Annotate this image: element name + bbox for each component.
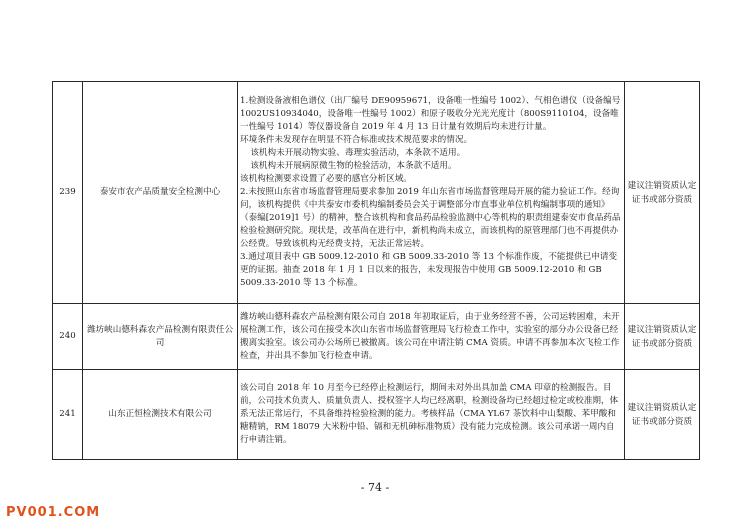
organization-name: 潍坊峡山德科森农产品检测有限责任公司 [83, 304, 238, 370]
row-number: 239 [53, 82, 83, 304]
finding-description [238, 304, 625, 370]
table-row [53, 370, 700, 460]
finding-paragraph: 该机构未开展动物实验、毒理实验活动，本条款不适用。 [250, 148, 466, 158]
finding-description [238, 370, 625, 460]
finding-description [238, 82, 625, 304]
suggestion: 建议注销资质认定证书或部分资质 [625, 304, 700, 370]
row-number: 241 [53, 370, 83, 460]
table-row [53, 82, 700, 304]
finding-paragraph: 该机构检测要求设置了必要的感官分析区域。 [240, 174, 412, 184]
finding-paragraph: 该公司自 2018 年 10 月至今已经停止检测运行，期间未对外出具加盖 CMA 印章的检测报告。目前，公司技术负责人、质量负责人、授权签字人均已经离职，检测设备均已经超过检定或校准期，体系无法正常运行，不具备维持检验检测的能力。考核样品（CMA YL67 茶饮料中山梨酸、苯甲酸和糖精钠，RM 18079 大米粉中铅、镉和无机砷标准物质）没有能力完成检测。该公司承诺一周内自行申请注销。 [240, 383, 619, 445]
finding-paragraph: 该机构未开展病原微生物的检验活动，本条款不适用。 [250, 161, 457, 171]
finding-paragraph: 环境条件未发现存在明显不符合标准或技术规范要求的情况。 [240, 135, 473, 145]
inspection-results-table [52, 81, 700, 460]
suggestion: 建议注销资质认定证书或部分资质 [625, 82, 700, 304]
finding-paragraph: 1.检测设备液相色谱仪（出厂编号 DE90959671，设备唯一性编号 1002）、气相色谱仪（设备编号 1002US10934040，设备唯一性编号 1002）和原子吸收分光光光度计（800S9110104，设备唯一性编号 1014）等仪器设备自 2019 年 4 月 13 日计量有效期后均未进行计量。 [240, 96, 621, 132]
watermark-logo: PV001.COM [6, 505, 101, 520]
finding-paragraph: 2.未按照山东省市场监督管理局要求参加 2019 年山东省市场监督管理局开展的能力验证工作。经询问，该机构提供《中共泰安市委机构编制委员会关于调整部分市直事业单位机构编制事项的通知》（泰编[2019]1 号）的精神，整合该机构和食品药品检验监测中心等机构的职责组建泰安市食品药品检验检测研究院。现状是，改革尚在进行中，新机构尚未成立，而该机构的原管理部门也不再提供办公经费。导致该机构无经费支持，无法正常运转。 [240, 187, 621, 249]
organization-name: 泰安市农产品质量安全检测中心 [83, 82, 238, 304]
table-row [53, 304, 700, 370]
finding-paragraph: 3.通过项目表中 GB 5009.12-2010 和 GB 5009.33-2010 等 13 个标准作废，不能提供已申请变更的证据。抽查 2018 年 1 月 1 日以来的报告，未发现报告中使用 GB 5009.12-2010 和 GB 5009.33-2010 等 13 个标准。 [240, 252, 618, 288]
row-number: 240 [53, 304, 83, 370]
organization-name: 山东正恒检测技术有限公司 [83, 370, 238, 460]
page-number: - 74 - [360, 481, 390, 494]
finding-paragraph: 潍坊峡山德科森农产品检测有限公司自 2018 年初取证后，由于业务经营不善，公司运转困难，未开展检测工作，该公司在接受本次山东省市场监督管理局飞行检查工作中，实验室的部分办公设备已经搬离实验室。该公司办公场所已被撤离。该公司在申请注销 CMA 资质。申请不再参加本次飞检工作检查，并出具不参加飞行检查申请。 [240, 311, 620, 361]
suggestion: 建议注销资质认定证书或部分资质 [625, 370, 700, 460]
